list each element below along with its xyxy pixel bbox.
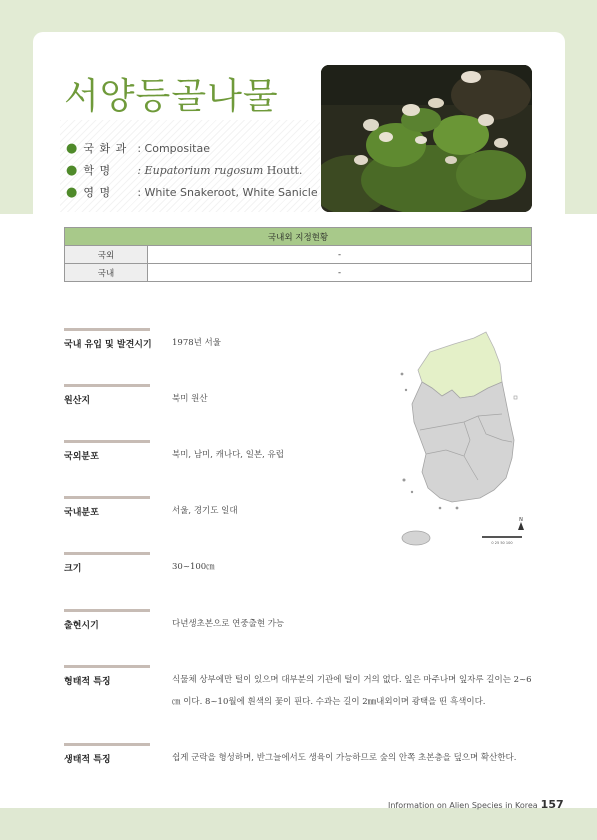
section-value: 북미 원산 [172, 394, 208, 404]
section-bar [64, 665, 150, 668]
section-appearance-period [64, 609, 150, 631]
section-value: ㎝ 이다. 8~10월에 흰색의 꽃이 핀다. 수과는 길이 2㎜내외이며 광택을 띤 흑색이다. [172, 697, 486, 707]
section-bar [64, 384, 150, 387]
table-row [65, 264, 532, 282]
section-label: 출현시기 [64, 621, 99, 631]
map-island [439, 507, 442, 510]
info-english-name [66, 182, 318, 204]
status-table-header: 국내외 지정현황 [65, 228, 532, 246]
species-title: 서양등골나물 [64, 76, 279, 117]
section-label: 형태적 특징 [64, 677, 111, 687]
section-value: 북미, 남미, 캐나다, 일본, 유럽 [172, 450, 284, 460]
footer-text: Information on Alien Species in Korea [388, 801, 538, 810]
map-island [405, 389, 407, 391]
map-island [401, 373, 404, 376]
map-region [412, 382, 514, 502]
section-label: 크기 [64, 564, 82, 574]
map-island [514, 396, 517, 399]
map-island [403, 479, 406, 482]
status-row-label: 국내 [65, 264, 148, 282]
plant-photo [321, 65, 532, 212]
status-row-value: - [148, 264, 532, 282]
section-value: 식물체 상부에만 털이 있으며 대부분의 기관에 털이 거의 없다. 잎은 마주나며 잎자루 길이는 2~6 [172, 675, 532, 685]
map-jeju [402, 531, 430, 545]
section-bar [64, 440, 150, 443]
table-row [65, 246, 532, 264]
distribution-map [382, 330, 532, 550]
section-label: 국외분포 [64, 452, 99, 462]
bullet-icon: ● [66, 141, 78, 156]
section-ecology [64, 743, 150, 765]
north-arrow-label: N [519, 517, 523, 523]
bullet-icon: ● [66, 163, 78, 178]
section-label: 생태적 특징 [64, 755, 111, 765]
section-label: 국내 유입 및 발견시기 [64, 340, 152, 350]
map-island [456, 507, 459, 510]
korea-map-illustration [382, 330, 532, 550]
section-bar [64, 609, 150, 612]
plant-photo-illustration [321, 65, 532, 212]
section-origin [64, 384, 150, 406]
map-scale-bar [482, 536, 522, 538]
section-size [64, 552, 150, 574]
section-bar [64, 328, 150, 331]
map-scale-label: 0 25 50 100 [491, 541, 513, 545]
info-scientific-name [66, 160, 318, 182]
info-value: : Eupatorium rugosum [137, 164, 264, 177]
section-morphology [64, 665, 150, 687]
page-number: 157 [540, 798, 564, 811]
section-bar [64, 552, 150, 555]
info-family [66, 138, 318, 160]
section-value: 다년생초본으로 연중출현 가능 [172, 619, 285, 629]
section-label: 원산지 [64, 396, 91, 406]
section-value: 서울, 경기도 일대 [172, 506, 238, 516]
info-value: : White Snakeroot, White Sanicle [137, 186, 318, 199]
info-label: 국 화 과 [83, 142, 128, 155]
status-row-label: 국외 [65, 246, 148, 264]
bottom-band [0, 808, 597, 840]
section-introduction [64, 328, 152, 350]
map-island [411, 491, 413, 493]
section-value: 30~100㎝ [172, 562, 215, 572]
species-info [66, 138, 318, 204]
section-value: 쉽게 군락을 형성하며, 반그늘에서도 생육이 가능하므로 숲의 안쪽 초본층을 덮으며 확산한다. [172, 753, 517, 763]
info-label: 학 명 [83, 164, 112, 177]
section-bar [64, 496, 150, 499]
section-label: 국내분포 [64, 508, 99, 518]
section-domestic-distribution [64, 496, 150, 518]
info-value: : Compositae [137, 142, 210, 155]
info-author: Houtt. [266, 164, 303, 177]
north-arrow-icon [518, 522, 524, 530]
info-label: 영 명 [83, 186, 112, 199]
section-value: 1978년 서울 [172, 338, 221, 348]
status-row-value: - [148, 246, 532, 264]
status-table [64, 227, 532, 282]
section-bar [64, 743, 150, 746]
bullet-icon: ● [66, 185, 78, 200]
section-overseas-distribution [64, 440, 150, 462]
page-footer [388, 798, 564, 811]
